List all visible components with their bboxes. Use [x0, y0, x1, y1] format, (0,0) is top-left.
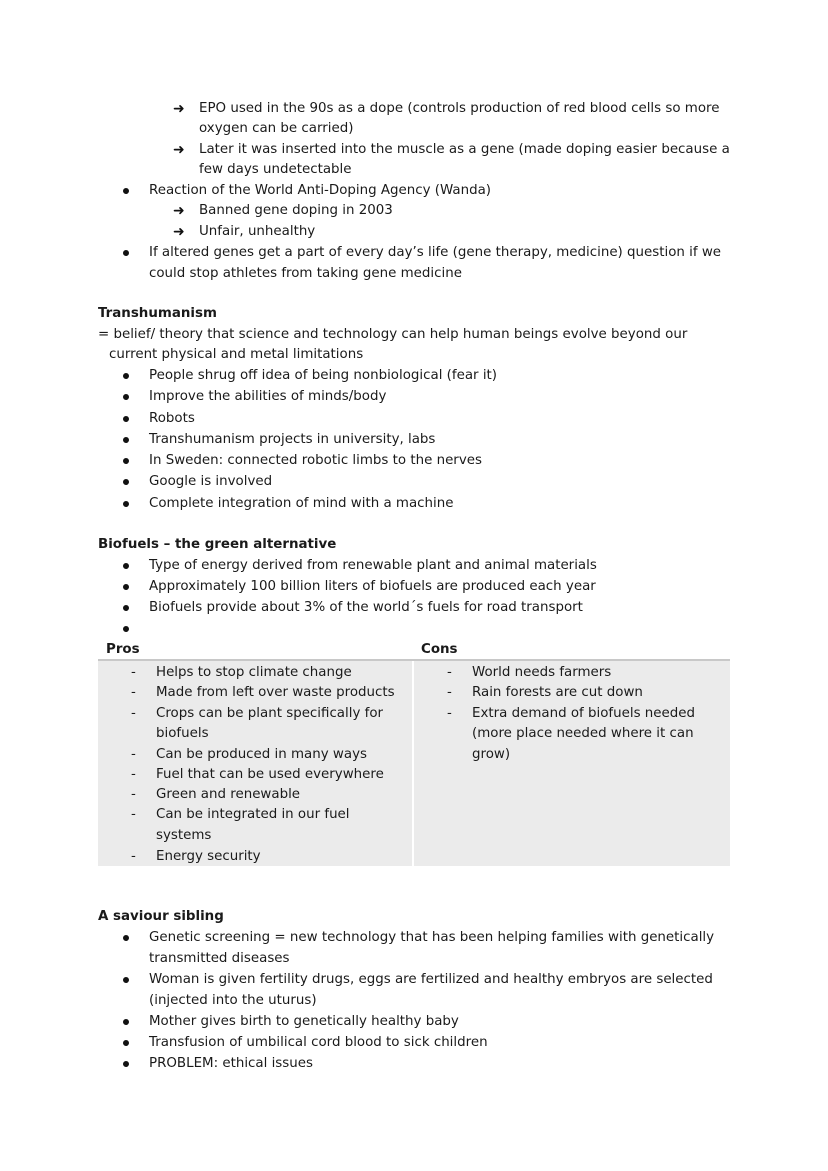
- bullet-icon: [123, 458, 129, 464]
- bullet-icon: [123, 605, 129, 611]
- dash-marker: -: [447, 685, 452, 700]
- bullet-text: PROBLEM: ethical issues: [149, 1056, 313, 1071]
- bullet-text: Complete integration of mind with a machine: [149, 496, 454, 511]
- bullet-icon: [123, 584, 129, 590]
- dash-marker: -: [131, 807, 136, 822]
- pro-item: Crops can be plant specifically for: [156, 706, 384, 721]
- bullet-text: Approximately 100 billion liters of biofuels are produced each year: [149, 579, 596, 594]
- con-item: Rain forests are cut down: [472, 685, 643, 700]
- dash-marker: -: [131, 767, 136, 782]
- bullet-icon: [123, 188, 129, 194]
- bullet-text: Woman is given fertility drugs, eggs are fertilized and healthy embryos are selected: [149, 972, 713, 987]
- bullet-text: Google is involved: [149, 474, 273, 489]
- pro-item: Green and renewable: [156, 787, 301, 802]
- arrow-item-text: EPO used in the 90s as a dope (controls production of red blood cells so more: [199, 101, 720, 116]
- bullet-text: Robots: [149, 411, 195, 426]
- bullet-icon: [123, 479, 129, 485]
- con-item: Extra demand of biofuels needed: [472, 706, 696, 721]
- table-header-rule: [98, 659, 730, 661]
- bullet-text: Biofuels provide about 3% of the world´s fuels for road transport: [149, 600, 583, 615]
- bullet-icon: [123, 250, 129, 256]
- arrow-item-text: few days undetectable: [199, 162, 352, 177]
- arrow-item-text: Later it was inserted into the muscle as a gene (made doping easier because a: [199, 142, 730, 157]
- pro-item: systems: [156, 828, 212, 843]
- bullet-text: (injected into the uturus): [149, 993, 317, 1008]
- bullet-icon: [123, 626, 129, 632]
- bullet-icon: [123, 977, 129, 983]
- bullet-icon: [123, 416, 129, 422]
- bullet-text: Type of energy derived from renewable plant and animal materials: [149, 558, 597, 573]
- arrow-item-text: Banned gene doping in 2003: [199, 203, 393, 218]
- dash-marker: -: [447, 706, 452, 721]
- bullet-text: People shrug off idea of being nonbiological (fear it): [149, 368, 498, 383]
- bullet-text: Genetic screening = new technology that has been helping families with genetically: [149, 930, 715, 945]
- arrow-icon: ➜: [173, 142, 185, 158]
- pro-item: Energy security: [156, 849, 261, 864]
- pro-item: Made from left over waste products: [156, 685, 395, 700]
- bullet-text: Improve the abilities of minds/body: [149, 389, 387, 404]
- bullet-text: could stop athletes from taking gene medicine: [149, 266, 462, 281]
- bullet-icon: [123, 1019, 129, 1025]
- bullet-icon: [123, 1061, 129, 1067]
- dash-marker: -: [131, 787, 136, 802]
- bullet-icon: [123, 563, 129, 569]
- section-heading: Biofuels – the green alternative: [98, 537, 337, 552]
- dash-marker: -: [447, 665, 452, 680]
- bullet-icon: [123, 437, 129, 443]
- pro-item: Fuel that can be used everywhere: [156, 767, 384, 782]
- bullet-icon: [123, 935, 129, 941]
- section-heading: A saviour sibling: [98, 909, 224, 924]
- pro-item: biofuels: [156, 726, 209, 741]
- arrow-icon: ➜: [173, 203, 185, 219]
- cons-header: Cons: [421, 642, 458, 657]
- section-heading: Transhumanism: [98, 306, 217, 321]
- bullet-text: Mother gives birth to genetically healthy baby: [149, 1014, 459, 1029]
- bullet-text: Reaction of the World Anti-Doping Agency (Wanda): [149, 183, 492, 198]
- dash-marker: -: [131, 849, 136, 864]
- pro-item: Can be produced in many ways: [156, 747, 367, 762]
- dash-marker: -: [131, 706, 136, 721]
- bullet-text: In Sweden: connected robotic limbs to the nerves: [149, 453, 482, 468]
- arrow-icon: ➜: [173, 101, 185, 117]
- definition-text: current physical and metal limitations: [109, 347, 364, 362]
- definition-text: = belief/ theory that science and technology can help human beings evolve beyond our: [98, 327, 688, 342]
- dash-marker: -: [131, 665, 136, 680]
- arrow-item-text: Unfair, unhealthy: [199, 224, 316, 239]
- con-item: grow): [472, 747, 511, 762]
- arrow-item-text: oxygen can be carried): [199, 121, 354, 136]
- bullet-icon: [123, 501, 129, 507]
- bullet-icon: [123, 394, 129, 400]
- pro-item: Can be integrated in our fuel: [156, 807, 350, 822]
- con-item: World needs farmers: [472, 665, 612, 680]
- bullet-icon: [123, 373, 129, 379]
- dash-marker: -: [131, 747, 136, 762]
- arrow-icon: ➜: [173, 224, 185, 240]
- bullet-text: Transfusion of umbilical cord blood to sick children: [149, 1035, 488, 1050]
- bullet-icon: [123, 1040, 129, 1046]
- table-column-divider: [412, 661, 414, 866]
- con-item: (more place needed where it can: [472, 726, 694, 741]
- bullet-text: transmitted diseases: [149, 951, 290, 966]
- pros-header: Pros: [106, 642, 140, 657]
- pro-item: Helps to stop climate change: [156, 665, 352, 680]
- bullet-text: Transhumanism projects in university, labs: [149, 432, 436, 447]
- dash-marker: -: [131, 685, 136, 700]
- bullet-text: If altered genes get a part of every day’s life (gene therapy, medicine) question if we: [149, 245, 722, 260]
